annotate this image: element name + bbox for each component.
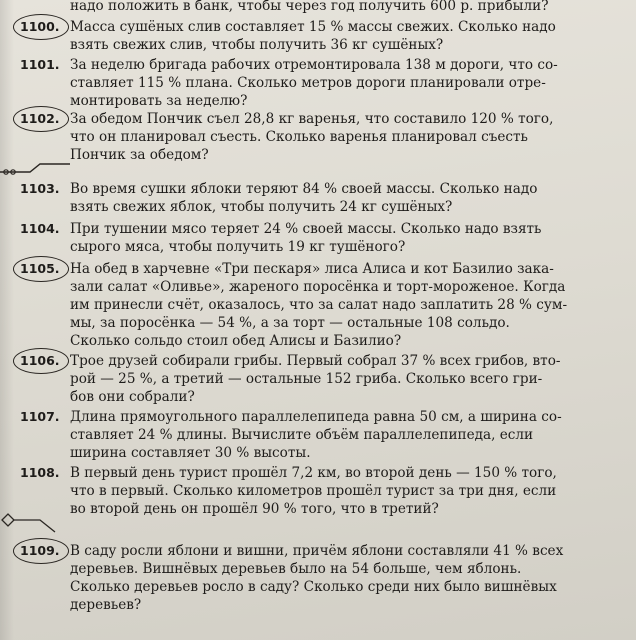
problem-1102 [20,110,620,164]
problem-text-line: ширина составляет 30 % высоты. [70,445,311,461]
problem-text-line: Масса сушёных слив составляет 15 % массы свежих. Сколько надо [70,19,556,35]
problem-text-line: деревьев? [70,597,142,613]
problem-text-line: ставляет 24 % длины. Вычислите объём параллелепипеда, если [70,427,534,443]
problem-text-line: На обед в харчевне «Три пескаря» лиса Алиса и кот Базилио зака- [70,261,554,277]
problem-text-line: взять свежих яблок, чтобы получить 24 кг сушёных? [70,199,453,215]
problem-text-line: За обедом Пончик съел 28,8 кг варенья, что составило 120 % того, [70,111,554,127]
problem-text-line: сырого мяса, чтобы получить 19 кг тушёного? [70,239,406,255]
problem-number: 1102. [20,110,70,128]
problem-number: 1109. [20,542,70,560]
page-edge-shadow [0,0,14,640]
problem-text-line: во второй день он прошёл 90 % того, что в третий? [70,501,439,517]
problem-text-line: им принесли счёт, оказалось, что за салат надо заплатить 28 % сум- [70,297,568,313]
problem-text-line: За неделю бригада рабочих отремонтировала 138 м дороги, что со- [70,57,558,73]
problem-text-line: Трое друзей собирали грибы. Первый собрал 37 % всех грибов, вто- [70,353,561,369]
problem-1107 [20,408,620,462]
problem-1106 [20,352,620,406]
problem-text-line: В первый день турист прошёл 7,2 км, во второй день — 150 % того, [70,465,557,481]
problem-text-line: что он планировал съесть. Сколько варенья планировал съесть [70,129,528,145]
problem-text-line: деревьев. Вишнёвых деревьев было на 54 больше, чем яблонь. [70,561,522,577]
problem-continued [70,0,636,15]
problem-number: 1100. [20,18,70,36]
problem-text-line: Во время сушки яблоки теряют 84 % своей массы. Сколько надо [70,181,538,197]
problem-number: 1103. [20,181,60,196]
problem-text-line: бов они собрали? [70,389,195,405]
problem-text-line: В саду росли яблони и вишни, причём яблони составляли 41 % всех [70,543,564,559]
problem-1100 [20,18,620,54]
problem-text-line: что в первый. Сколько километров прошёл турист за три дня, если [70,483,557,499]
problem-text-line: ставляет 115 % плана. Сколько метров дороги планировали отре- [70,75,546,91]
problem-text-line: надо положить в банк, чтобы через год получить 600 р. прибыли? [70,0,549,14]
problem-text-line: Сколько сольдо стоил обед Алисы и Базилио? [70,333,402,349]
problem-text-line: монтировать за неделю? [70,93,248,109]
problem-text-line: Сколько деревьев росло в саду? Сколько среди них было вишнёвых [70,579,557,595]
problem-1109 [20,542,620,614]
problem-text-line: Длина прямоугольного параллелепипеда равна 50 см, а ширина со- [70,409,562,425]
problem-text-line: мы, за поросёнка — 54 %, а за торт — остальные 108 сольдо. [70,315,510,331]
problem-text-line: Пончик за обедом? [70,147,209,163]
problem-number: 1101. [20,57,60,72]
problem-number: 1104. [20,221,60,236]
problem-text-line: рой — 25 %, а третий — остальные 152 гриба. Сколько всего гри- [70,371,543,387]
problem-1108 [20,464,620,518]
problem-text-line: взять свежих слив, чтобы получить 36 кг сушёных? [70,37,444,53]
problem-number: 1108. [20,465,60,480]
problem-1104 [20,220,620,256]
problem-number: 1107. [20,409,60,424]
problem-1101 [20,56,620,110]
problem-1105 [20,260,620,350]
problem-number: 1106. [20,352,70,370]
problem-number: 1105. [20,260,70,278]
problem-text-line: При тушении мясо теряет 24 % своей массы. Сколько надо взять [70,221,542,237]
problem-text-line: зали салат «Оливье», жареного поросёнка и торт-мороженое. Когда [70,279,566,295]
problem-1103 [20,180,620,216]
